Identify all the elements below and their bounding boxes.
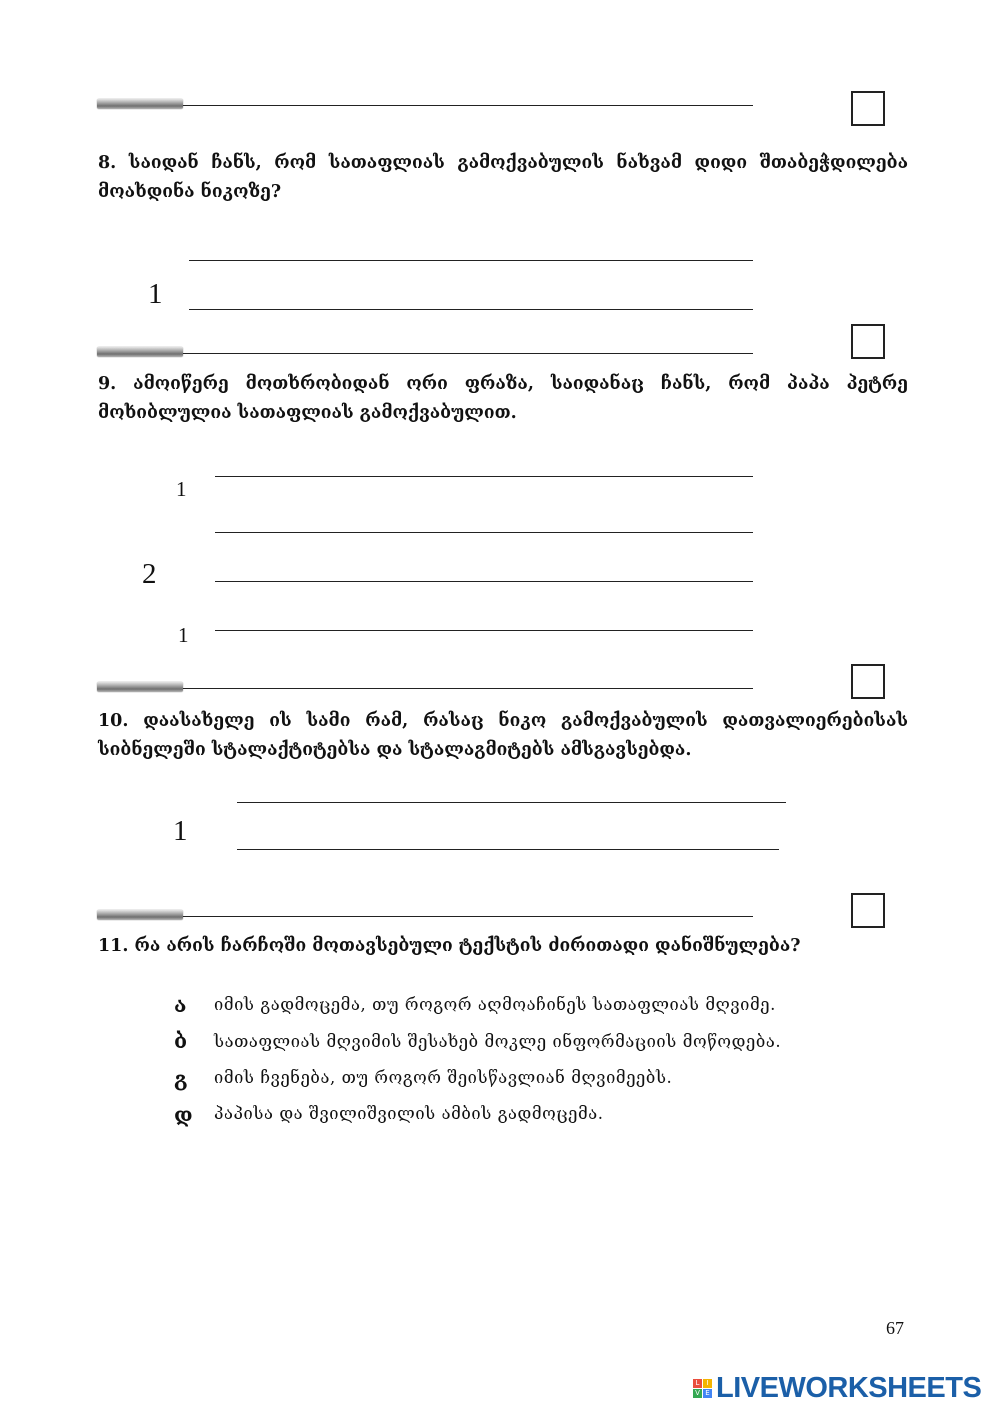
score-label: 1 bbox=[173, 815, 188, 847]
logo-cell: L bbox=[693, 1379, 702, 1388]
logo-text: LIVEWORKSHEETS bbox=[716, 1372, 982, 1404]
answer-line[interactable] bbox=[237, 802, 786, 803]
answer-line[interactable] bbox=[215, 476, 753, 477]
logo-cell: V bbox=[693, 1389, 702, 1398]
section-divider bbox=[183, 688, 753, 689]
option-letter: ა bbox=[174, 992, 187, 1017]
logo-grid-icon bbox=[693, 1379, 712, 1398]
option-text: პაპისა და შვილიშვილის ამბის გადმოცემა. bbox=[214, 1104, 604, 1123]
pen-decoration bbox=[97, 682, 183, 692]
logo-cell: I bbox=[703, 1379, 712, 1388]
pen-decoration bbox=[97, 347, 183, 357]
answer-line[interactable] bbox=[215, 581, 753, 582]
option-letter: დ bbox=[174, 1102, 193, 1127]
score-label: 2 bbox=[142, 558, 157, 590]
logo-cell: E bbox=[703, 1389, 712, 1398]
question-8-text: 8. საიდან ჩანს, რომ სათაფლიას გამოქვაბულის ნახვამ დიდი შთაბეჭდილება მოახდინა ნიკოზე? bbox=[98, 153, 908, 202]
page-number: 67 bbox=[886, 1318, 904, 1338]
score-label: 1 bbox=[176, 477, 187, 501]
option-letter: ბ bbox=[174, 1028, 188, 1053]
question-10-text: 10. დაასახელე ის სამი რამ, რასაც ნიკო გამოქვაბულის დათვალიერებისას სიბნელეში სტალაქტიტებსა და სტალაგმიტებს ამსგავსებდა. bbox=[98, 711, 908, 760]
answer-line[interactable] bbox=[237, 849, 779, 850]
liveworksheets-logo bbox=[693, 1372, 981, 1405]
answer-line[interactable] bbox=[215, 532, 753, 533]
pen-decoration bbox=[97, 910, 183, 920]
score-box[interactable] bbox=[851, 893, 885, 928]
section-divider bbox=[183, 916, 753, 917]
answer-line[interactable] bbox=[189, 309, 753, 310]
option-text: იმის გადმოცემა, თუ როგორ აღმოაჩინეს სათაფლიას მღვიმე. bbox=[214, 995, 776, 1014]
question-11-text: 11. რა არის ჩარჩოში მოთავსებული ტექსტის ძირითადი დანიშნულება? bbox=[98, 936, 801, 956]
section-divider bbox=[183, 105, 753, 106]
score-box[interactable] bbox=[851, 91, 885, 126]
answer-line[interactable] bbox=[215, 630, 753, 631]
score-box[interactable] bbox=[851, 664, 885, 699]
pen-decoration bbox=[97, 99, 183, 109]
section-divider bbox=[183, 353, 753, 354]
answer-line[interactable] bbox=[189, 260, 753, 261]
score-box[interactable] bbox=[851, 324, 885, 359]
score-label: 1 bbox=[178, 623, 189, 647]
option-letter: გ bbox=[174, 1066, 188, 1091]
option-text: სათაფლიას მღვიმის შესახებ მოკლე ინფორმაციის მოწოდება. bbox=[214, 1032, 782, 1051]
question-9-text: 9. ამოიწერე მოთხრობიდან ორი ფრაზა, საიდანაც ჩანს, რომ პაპა პეტრე მოხიბლულია სათაფლიას გამოქვაბულით. bbox=[98, 374, 908, 423]
option-text: იმის ჩვენება, თუ როგორ შეისწავლიან მღვიმეებს. bbox=[214, 1068, 673, 1087]
score-label: 1 bbox=[148, 278, 163, 310]
